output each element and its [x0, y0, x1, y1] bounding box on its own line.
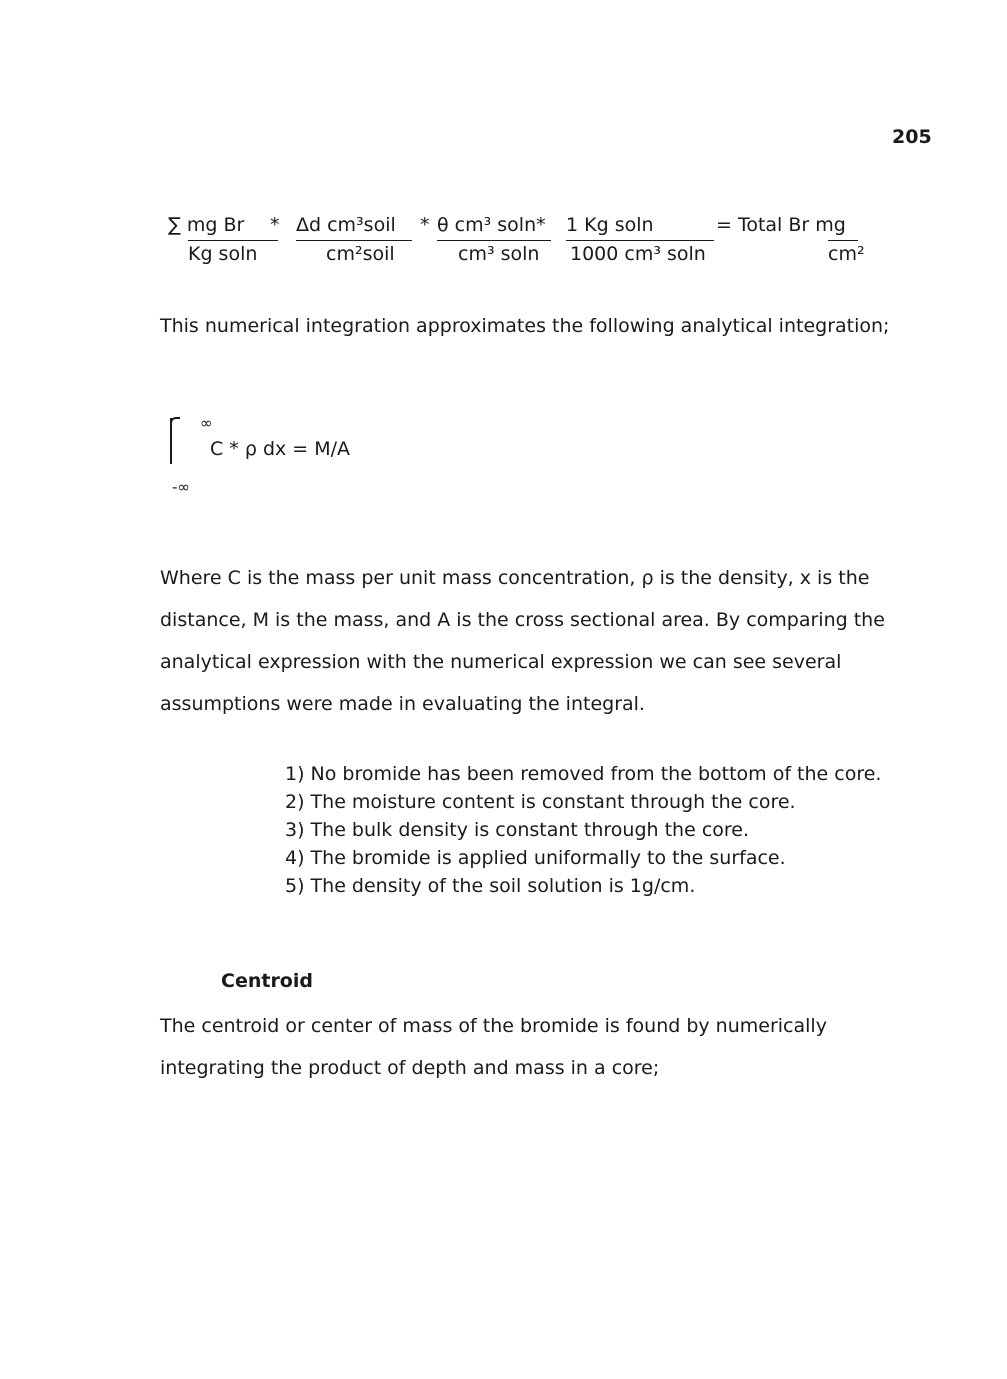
- assumptions-list: [285, 760, 881, 900]
- fraction-bar: [437, 240, 551, 241]
- paragraph-centroid: The centroid or center of mass of the bromide is found by numerically integrating the product of depth and mass in a core;: [160, 1015, 827, 1079]
- page-number: 205: [892, 126, 932, 148]
- list-item: 3) The bulk density is constant through the core.: [285, 819, 750, 841]
- fraction-bar: [188, 240, 278, 241]
- eq-kg-soln: 1 Kg soln: [566, 214, 654, 236]
- paragraph-definitions: Where C is the mass per unit mass concentration, ρ is the density, x is the distance, M is the mass, and A is the cross sectional area. By comparing the analytical expression with the numerical expression we can see several assumptions were made in evaluating the integral.: [160, 567, 885, 715]
- integral-lower-limit: -∞: [172, 478, 190, 496]
- eq-den-cm2-soil: cm²soil: [326, 243, 395, 265]
- eq-mult-2: *: [420, 214, 430, 236]
- fraction-bar: [828, 240, 858, 241]
- paragraph-intro: This numerical integration approximates the following analytical integration;: [160, 315, 890, 337]
- integral-sign-icon: [170, 418, 184, 464]
- eq-sum-mg-br: ∑ mg Br: [168, 214, 245, 236]
- list-item: 5) The density of the soil solution is 1g/cm.: [285, 875, 696, 897]
- eq-mult-1: *: [270, 214, 280, 236]
- integral-upper-limit: ∞: [200, 414, 213, 432]
- eq-den-cm2: cm²: [828, 243, 865, 265]
- eq-delta-d: Δd cm³soil: [296, 214, 396, 236]
- integral-body: C * ρ dx = M/A: [210, 438, 351, 460]
- list-item: 4) The bromide is applied uniformally to the surface.: [285, 847, 786, 869]
- eq-den-cm3-soln: cm³ soln: [458, 243, 540, 265]
- section-heading: Centroid: [221, 970, 313, 992]
- fraction-bar: [296, 240, 412, 241]
- eq-theta: θ cm³ soln*: [437, 214, 546, 236]
- eq-total: = Total Br mg: [716, 214, 846, 236]
- eq-den-1000-cm3: 1000 cm³ soln: [570, 243, 706, 265]
- eq-den-kg-soln: Kg soln: [188, 243, 258, 265]
- list-item: 1) No bromide has been removed from the bottom of the core.: [285, 763, 882, 785]
- fraction-bar: [566, 240, 714, 241]
- list-item: 2) The moisture content is constant through the core.: [285, 791, 796, 813]
